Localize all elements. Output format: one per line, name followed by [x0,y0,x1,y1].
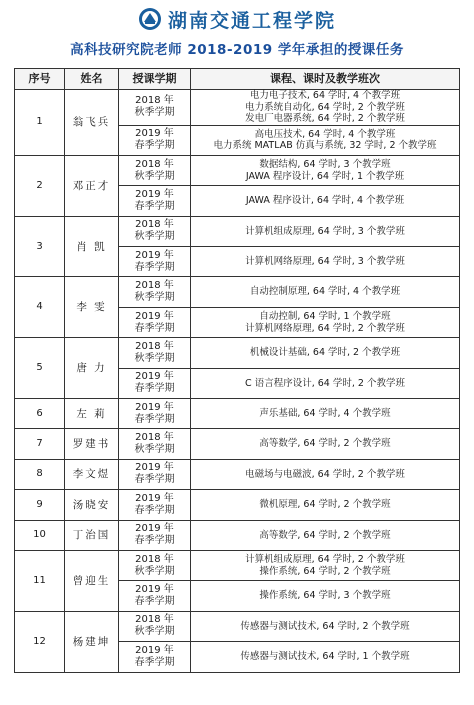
term-season: 春季学期 [134,413,175,425]
term-cell [119,247,191,277]
teacher-name: 唐 力 [65,338,119,399]
column-header-number: 序号 [15,69,65,90]
row-number: 6 [15,399,65,429]
row-number: 3 [15,216,65,277]
teacher-name: 邓正才 [65,155,119,216]
term-cell [119,459,191,489]
term-cell [119,186,191,216]
term-cell [119,125,191,155]
courses-cell [191,216,460,246]
table-row [15,520,460,550]
term-year: 2019 年 [135,462,174,474]
term-season: 春季学期 [134,535,175,547]
term-cell [119,277,191,307]
teacher-name: 左 莉 [65,399,119,429]
term-year: 2018 年 [135,432,174,444]
course-entry: 传感器与测试技术, 64 学时, 2 个教学班 [240,620,410,632]
table-header-row [15,69,460,90]
course-entry: 电力电子技术, 64 学时, 4 个教学班 [249,90,401,101]
table-row [15,216,460,246]
teacher-name: 李文煜 [65,459,119,489]
course-entry: 计算机组成原理, 64 学时, 2 个教学班 [245,554,405,566]
course-entry: 自动控制原理, 64 学时, 4 个教学班 [249,286,401,298]
term-year: 2019 年 [135,188,174,200]
term-year: 2019 年 [135,492,174,504]
teacher-name: 肖 凯 [65,216,119,277]
teacher-name: 汤晓安 [65,490,119,520]
courses-cell [191,186,460,216]
teacher-name: 丁治国 [65,520,119,550]
term-year: 2019 年 [135,523,174,535]
courses-cell [191,338,460,368]
courses-cell [191,520,460,550]
term-season: 春季学期 [134,474,175,486]
course-entry: 高等数学, 64 学时, 2 个教学班 [259,529,391,541]
term-season: 秋季学期 [134,352,175,364]
row-number: 2 [15,155,65,216]
courses-cell [191,459,460,489]
term-cell [119,307,191,337]
term-season: 春季学期 [134,261,175,273]
teacher-name: 曾迎生 [65,550,119,611]
term-year: 2018 年 [135,553,174,565]
term-cell [119,611,191,641]
term-season: 秋季学期 [134,292,175,304]
course-entry: JAWA 程序设计, 64 学时, 4 个教学班 [245,195,405,207]
term-season: 春季学期 [134,656,175,668]
table-row [15,399,460,429]
course-entry: 计算机网络原理, 64 学时, 3 个教学班 [245,256,405,267]
header-logo [0,4,474,34]
term-year: 2019 年 [135,371,174,383]
row-number: 9 [15,490,65,520]
term-cell [119,429,191,459]
row-number: 10 [15,520,65,550]
term-season: 秋季学期 [134,231,175,243]
table-row [15,155,460,185]
course-entry: 发电厂电器系统, 64 学时, 2 个教学班 [245,113,405,124]
term-year: 2018 年 [135,280,174,292]
term-cell [119,550,191,580]
course-entry: 机械设计基础, 64 学时, 2 个教学班 [249,347,401,359]
term-year: 2018 年 [135,158,174,170]
term-year: 2019 年 [135,310,174,322]
term-season: 秋季学期 [134,170,175,182]
teacher-name: 罗建书 [65,429,119,459]
course-entry: 自动控制, 64 学时, 1 个教学班 [259,311,391,323]
table-row [15,90,460,126]
course-entry: 高等数学, 64 学时, 2 个教学班 [259,438,391,450]
course-entry: 声乐基础, 64 学时, 4 个教学班 [259,407,391,419]
course-entry: 计算机网络原理, 64 学时, 2 个教学班 [245,322,405,334]
term-cell [119,642,191,672]
courses-cell [191,155,460,185]
teaching-tasks-table [14,68,460,673]
courses-cell [191,642,460,672]
row-number: 5 [15,338,65,399]
courses-cell [191,611,460,641]
table-row [15,611,460,641]
term-season: 春季学期 [134,504,175,516]
term-season: 春季学期 [134,383,175,395]
term-cell [119,368,191,398]
term-year: 2018 年 [135,340,174,352]
course-entry: 操作系统, 64 学时, 3 个教学班 [259,590,391,602]
row-number: 11 [15,550,65,611]
term-year: 2019 年 [135,584,174,596]
column-header-term: 授课学期 [119,69,191,90]
term-year: 2018 年 [135,219,174,231]
course-entry: 微机原理, 64 学时, 2 个教学班 [259,499,391,511]
courses-cell [191,368,460,398]
courses-cell [191,550,460,580]
term-season: 秋季学期 [134,565,175,577]
table-row [15,429,460,459]
course-entry: JAWA 程序设计, 64 学时, 1 个教学班 [245,170,405,182]
course-entry: 电力系统 MATLAB 仿真与系统, 32 学时, 2 个教学班 [213,140,437,152]
table-row [15,550,460,580]
teacher-name: 杨建坤 [65,611,119,672]
teacher-name: 翁飞兵 [65,90,119,156]
term-year: 2019 年 [135,644,174,656]
course-entry: C 语言程序设计, 64 学时, 2 个教学班 [245,377,405,389]
term-season: 春季学期 [134,322,175,334]
row-number: 8 [15,459,65,489]
course-entry: 电磁场与电磁波, 64 学时, 2 个教学班 [245,468,405,480]
teacher-name: 李 雯 [65,277,119,338]
table-body [15,90,460,673]
course-entry: 数据结构, 64 学时, 3 个教学班 [259,159,391,171]
term-cell [119,520,191,550]
courses-cell [191,90,460,126]
column-header-name: 姓名 [65,69,119,90]
term-year: 2019 年 [135,249,174,261]
courses-cell [191,247,460,277]
course-entry: 操作系统, 64 学时, 2 个教学班 [259,565,391,577]
term-season: 秋季学期 [134,444,175,456]
course-entry: 高电压技术, 64 学时, 4 个教学班 [254,128,396,140]
table-row [15,459,460,489]
term-season: 秋季学期 [134,107,175,119]
course-entry: 电力系统自动化, 64 学时, 2 个教学班 [245,101,405,113]
row-number: 7 [15,429,65,459]
courses-cell [191,307,460,337]
term-cell [119,155,191,185]
term-cell [119,90,191,126]
school-name: 湖南交通工程学院 [167,9,336,32]
term-cell [119,581,191,611]
term-year: 2018 年 [135,95,174,107]
page-title: 高科技研究院老师 2018-2019 学年承担的授课任务 [70,42,404,58]
row-number: 12 [15,611,65,672]
term-year: 2018 年 [135,614,174,626]
row-number: 1 [15,90,65,156]
term-cell [119,490,191,520]
term-cell [119,216,191,246]
term-year: 2019 年 [135,128,174,140]
term-season: 秋季学期 [134,626,175,638]
table-row [15,338,460,368]
term-cell [119,338,191,368]
course-entry: 计算机组成原理, 64 学时, 3 个教学班 [245,225,405,237]
courses-cell [191,277,460,307]
courses-cell [191,490,460,520]
courses-cell [191,125,460,155]
term-year: 2019 年 [135,401,174,413]
table-row [15,490,460,520]
term-season: 春季学期 [134,596,175,608]
courses-cell [191,429,460,459]
courses-cell [191,399,460,429]
school-emblem-icon [138,7,162,31]
courses-cell [191,581,460,611]
term-season: 春季学期 [134,200,175,212]
term-cell [119,399,191,429]
row-number: 4 [15,277,65,338]
term-season: 春季学期 [134,140,175,152]
course-entry: 传感器与测试技术, 64 学时, 1 个教学班 [240,651,410,663]
table-row [15,277,460,307]
column-header-courses: 课程、课时及教学班次 [191,69,460,90]
